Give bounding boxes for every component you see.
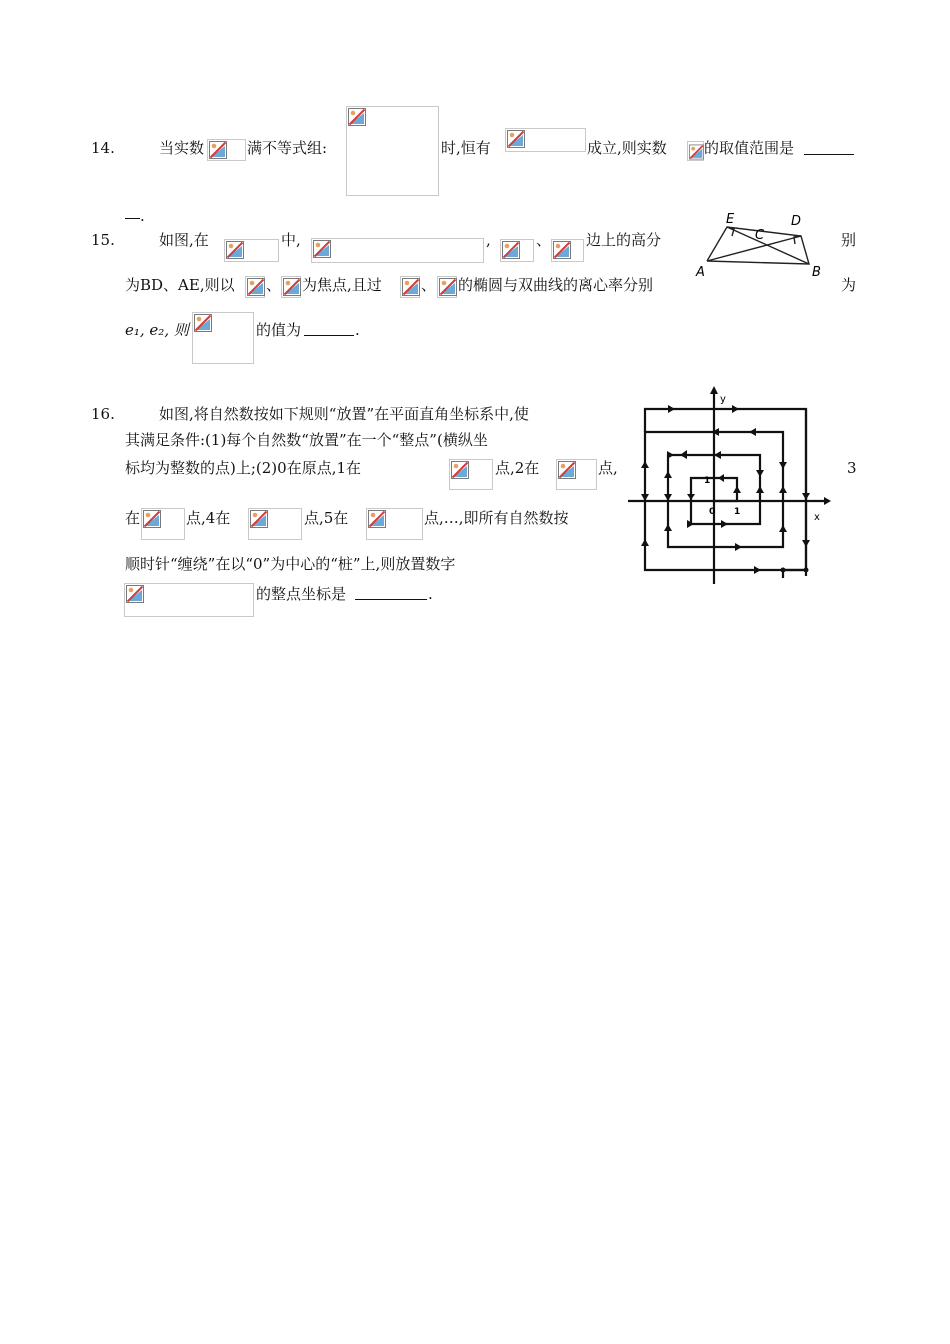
question-text: 点,5在 xyxy=(304,509,349,527)
answer-blank xyxy=(125,204,140,219)
broken-image-icon xyxy=(553,241,571,259)
formula-image xyxy=(556,459,597,490)
question-number: 15. xyxy=(91,231,115,249)
question-text: 在 xyxy=(125,509,141,527)
period: . xyxy=(355,321,360,339)
broken-image-icon xyxy=(689,143,704,161)
answer-blank xyxy=(804,140,854,155)
y-axis-label: y xyxy=(720,394,726,405)
broken-image-icon xyxy=(143,510,161,528)
formula-image xyxy=(281,276,301,298)
question-text: 满不等式组: xyxy=(247,139,328,157)
question-text: 顺时针“缠绕”在以“0”为中心的“桩”上,则放置数字 xyxy=(125,555,456,573)
label-D: D xyxy=(791,214,802,229)
question-text: 、 xyxy=(536,231,552,249)
formula-image xyxy=(224,239,279,262)
broken-image-icon xyxy=(126,585,144,603)
question-text: 为BD、AE,则以 xyxy=(125,276,235,294)
broken-image-icon xyxy=(507,130,525,148)
question-text: 点,4在 xyxy=(186,509,231,527)
formula-image xyxy=(366,508,423,540)
question-text: 点,2在 xyxy=(495,459,540,477)
question-text: 当实数 xyxy=(159,139,205,157)
formula-image xyxy=(449,459,493,490)
question-number: 14. xyxy=(91,139,115,157)
formula-image xyxy=(346,106,439,196)
broken-image-icon xyxy=(502,241,520,259)
question-text: 、 xyxy=(421,276,437,294)
broken-image-icon xyxy=(226,241,244,259)
formula-image xyxy=(437,276,457,298)
triangle-figure xyxy=(690,210,830,282)
formula-image xyxy=(505,128,586,152)
question-text: 边上的高分 xyxy=(586,231,662,249)
question-text: 时,恒有 xyxy=(441,139,491,157)
question-text: 的整点坐标是 xyxy=(256,585,347,603)
x-one-label: 1 xyxy=(734,507,741,517)
broken-image-icon xyxy=(283,278,301,296)
label-B: B xyxy=(812,265,821,280)
broken-image-icon xyxy=(250,510,268,528)
broken-image-icon xyxy=(368,510,386,528)
question-text: 点,…,即所有自然数按 xyxy=(424,509,569,527)
question-text: 如图,将自然数按如下规则“放置”在平面直角坐标系中,使 xyxy=(159,405,529,423)
question-text: 、 xyxy=(266,276,282,294)
formula-image xyxy=(311,238,484,263)
question-text: 为 xyxy=(841,276,857,294)
period: . xyxy=(428,585,433,603)
question-text: 的取值范围是 xyxy=(704,139,795,157)
formula-image xyxy=(124,583,254,617)
question-text: 其满足条件:(1)每个自然数“放置”在一个“整点”(横纵坐 xyxy=(125,431,488,449)
period: . xyxy=(140,207,145,225)
question-text: 成立,则实数 xyxy=(587,139,667,157)
broken-image-icon xyxy=(451,461,469,479)
broken-image-icon xyxy=(247,278,265,296)
formula-image xyxy=(400,276,420,298)
broken-image-icon xyxy=(558,461,576,479)
formula-image xyxy=(192,312,254,364)
formula-image xyxy=(687,141,704,161)
broken-image-icon xyxy=(402,278,420,296)
label-C: C xyxy=(755,228,765,243)
question-text: 标均为整数的点)上;(2)0在原点,1在 xyxy=(125,459,362,477)
formula-image xyxy=(245,276,265,298)
y-one-label: 1 xyxy=(704,476,711,486)
question-text: 点, xyxy=(598,459,618,477)
broken-image-icon xyxy=(439,278,457,296)
formula-image xyxy=(500,239,534,262)
broken-image-icon xyxy=(313,240,331,258)
label-E: E xyxy=(726,212,735,227)
spiral-figure xyxy=(626,380,832,590)
question-text: 为焦点,且过 xyxy=(302,276,382,294)
x-axis-label: x xyxy=(814,512,820,523)
answer-blank xyxy=(355,585,427,600)
question-text: 的椭圆与双曲线的离心率分别 xyxy=(458,276,654,294)
formula-image xyxy=(141,508,185,540)
formula-image xyxy=(207,139,246,161)
question-text: 3 xyxy=(847,459,857,477)
question-text: 别 xyxy=(841,231,857,249)
origin-label: 0 xyxy=(709,507,716,517)
answer-blank xyxy=(304,321,354,336)
broken-image-icon xyxy=(194,314,212,332)
question-text: e₁, e₂, 则 xyxy=(125,321,189,339)
formula-image xyxy=(248,508,302,540)
broken-image-icon xyxy=(209,141,227,159)
label-A: A xyxy=(696,265,705,280)
question-text: 的值为 xyxy=(256,321,302,339)
question-text: 中, xyxy=(281,231,301,249)
broken-image-icon xyxy=(348,108,366,126)
question-text: , xyxy=(486,231,491,249)
question-number: 16. xyxy=(91,405,115,423)
formula-image xyxy=(551,239,584,262)
question-text: 如图,在 xyxy=(159,231,209,249)
